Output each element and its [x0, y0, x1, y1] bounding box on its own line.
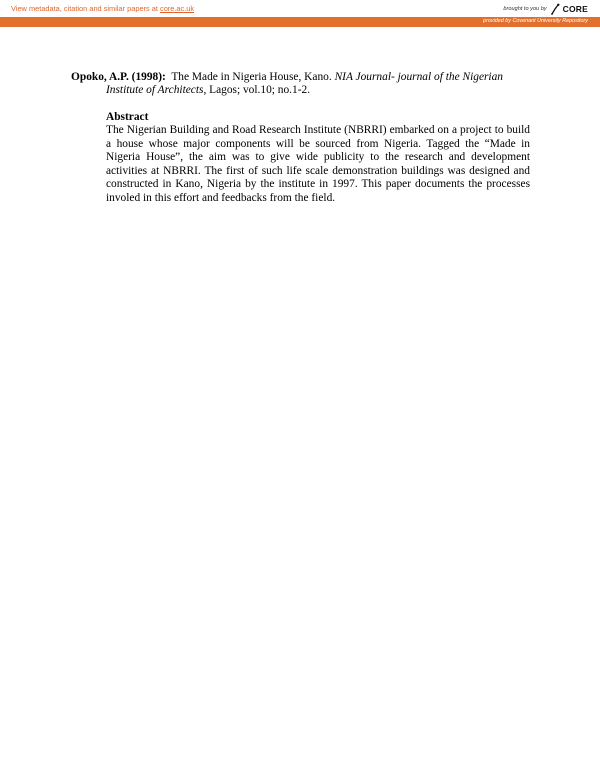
- citation-journal-part1: NIA Journal- journal of the Nigerian: [334, 71, 503, 83]
- citation-title: The Made in Nigeria House, Kano.: [171, 71, 332, 83]
- core-link[interactable]: core.ac.uk: [160, 4, 195, 13]
- metadata-notice: [11, 4, 194, 13]
- core-logo-text: CORE: [562, 4, 588, 14]
- abstract-heading: Abstract: [106, 111, 149, 123]
- core-banner: [0, 0, 600, 17]
- citation-line-2: [71, 84, 530, 97]
- abstract-body: The Nigerian Building and Road Research Institute (NBRRI) embarked on a project to build a house whose major components will be sourced from Nigeria. Tagged the “Made in Nigeria House”, the aim was to give wide publicity to the research and development activities at NBRRI. The first of such life scale demonstration buildings was designed and constructed in Kano, Nigeria by the institute in 1997. This paper documents the processes involed in this effort and feedbacks from the field.: [106, 124, 530, 204]
- citation-line-1: [71, 71, 530, 84]
- metadata-text: View metadata, citation and similar papers at: [11, 4, 160, 13]
- brought-text: brought to you by: [503, 6, 547, 12]
- citation-author-year: Opoko, A.P. (1998):: [71, 71, 166, 83]
- citation-details: , Lagos; vol.10; no.1-2.: [203, 84, 311, 97]
- core-provider-bar: [0, 17, 600, 27]
- citation-journal-part2: Institute of Architects: [106, 84, 204, 97]
- brought-to-you-by[interactable]: [503, 2, 588, 16]
- abstract-section: [106, 111, 530, 205]
- core-logo-icon: [550, 3, 560, 15]
- provided-by-text[interactable]: provided by Covenant University Repository: [483, 18, 588, 24]
- citation: [71, 71, 530, 98]
